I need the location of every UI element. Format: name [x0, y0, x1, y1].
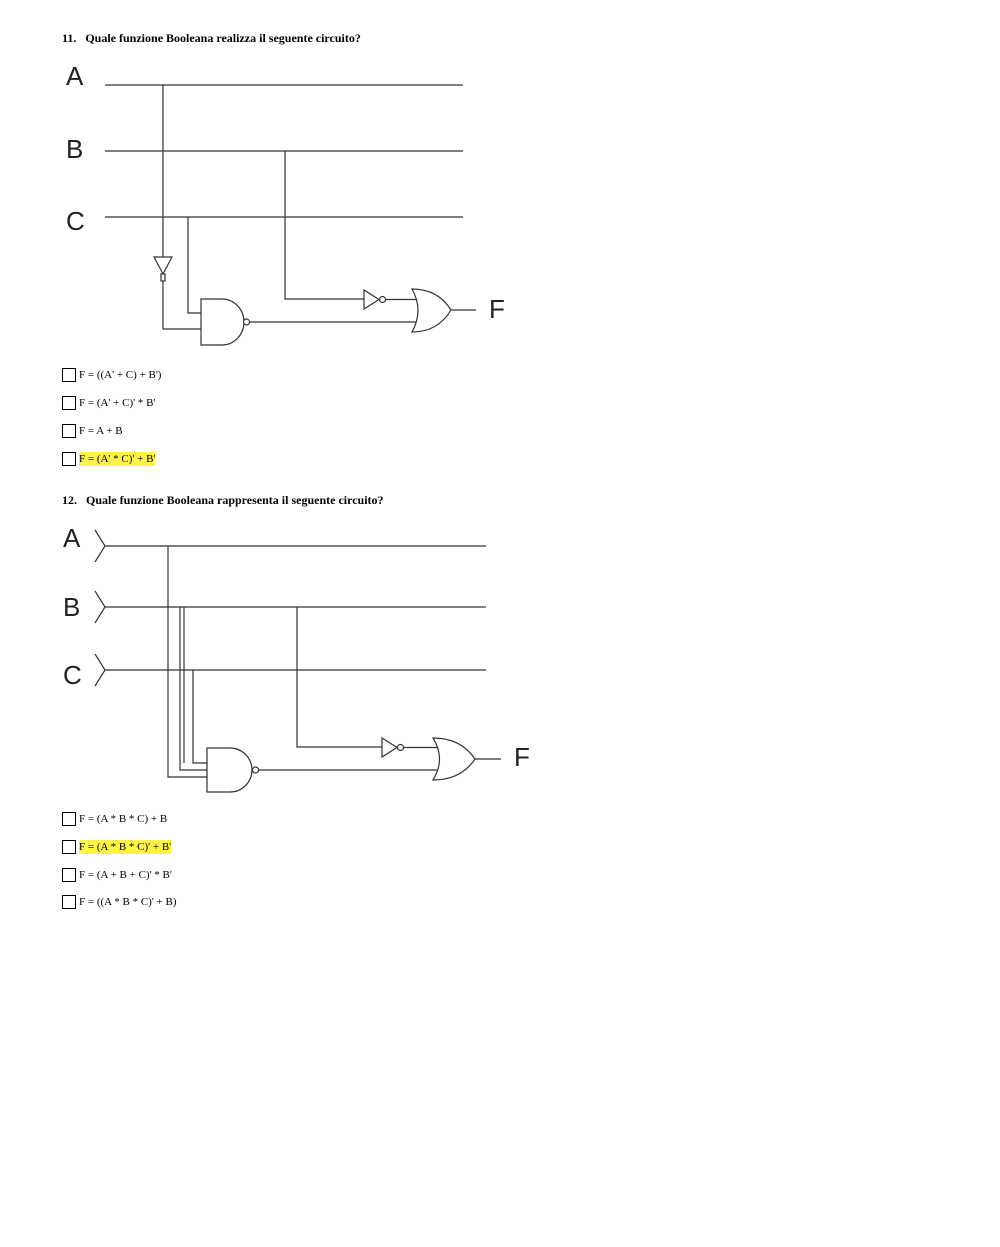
not-bubble-b [398, 745, 404, 751]
checkbox[interactable] [62, 895, 76, 909]
option-12-b[interactable] [62, 839, 171, 855]
input-marker-a [95, 530, 105, 562]
option-label: F = (A + B + C)' * B' [79, 869, 172, 881]
nand-gate [207, 748, 252, 792]
nand-bubble [253, 767, 259, 773]
output-label-f: F [489, 294, 505, 324]
input-label-b: B [63, 592, 81, 622]
question-number: 12. [62, 493, 77, 507]
option-label: F = (A' + C)' * B' [79, 397, 156, 409]
input-label-c: C [63, 660, 82, 690]
or-gate [433, 738, 475, 780]
checkbox[interactable] [62, 868, 76, 882]
option-label: F = A + B [79, 425, 123, 437]
option-label: F = ((A * B * C)' + B) [79, 896, 177, 908]
question-text: Quale funzione Booleana realizza il seguente circuito? [85, 31, 361, 45]
option-12-a[interactable] [62, 811, 167, 827]
wire-a-to-nand [168, 546, 207, 777]
question-text: Quale funzione Booleana rappresenta il seguente circuito? [86, 493, 384, 507]
input-label-a: A [63, 523, 81, 553]
option-12-c[interactable] [62, 867, 172, 883]
not-gate-b [382, 738, 397, 757]
input-label-a: A [66, 61, 84, 91]
wire-c-to-nand [193, 670, 207, 763]
output-label-f: F [514, 742, 530, 772]
wire-b-tap [297, 607, 382, 747]
input-marker-c [95, 654, 105, 686]
option-label: F = (A * B * C) + B [79, 813, 168, 825]
checkbox[interactable] [62, 812, 76, 826]
input-marker-b [95, 591, 105, 623]
option-label-highlighted: F = (A' * C)' + B' [79, 453, 156, 465]
input-label-b: B [66, 134, 84, 164]
option-label-highlighted: F = (A * B * C)' + B' [79, 841, 172, 853]
option-label: F = ((A' + C) + B') [79, 369, 162, 381]
question-number: 11. [62, 31, 77, 45]
option-12-d[interactable] [62, 894, 177, 910]
checkbox[interactable] [62, 840, 76, 854]
input-label-c: C [66, 206, 85, 236]
